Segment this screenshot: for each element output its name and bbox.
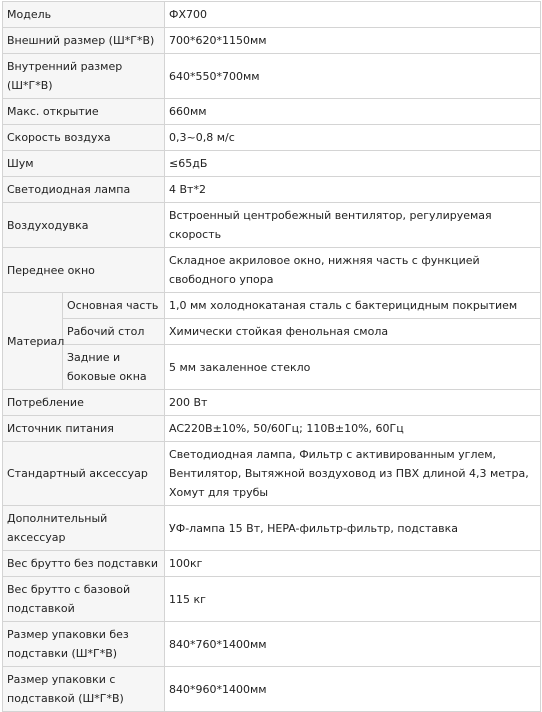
row-label: Скорость воздуха — [3, 125, 165, 151]
table-row — [3, 28, 541, 54]
row-value: 100кг — [165, 551, 541, 577]
material-sub-label: Рабочий стол — [63, 319, 165, 345]
table-row — [3, 390, 541, 416]
material-sub-value: Химически стойкая фенольная смола — [165, 319, 541, 345]
table-row — [3, 2, 541, 28]
row-value: 700*620*1150мм — [165, 28, 541, 54]
table-row — [3, 442, 541, 506]
row-label: Вес брутто с базовой подставкой — [3, 577, 165, 622]
row-value: 200 Вт — [165, 390, 541, 416]
material-sub-value: 5 мм закаленное стекло — [165, 345, 541, 390]
table-row — [3, 177, 541, 203]
row-value: УФ-лампа 15 Вт, HEPA-фильтр-фильтр, подставка — [165, 506, 541, 551]
row-label: Дополнительный аксессуар — [3, 506, 165, 551]
material-sub-value: 1,0 мм холоднокатаная сталь с бактерицидным покрытием — [165, 293, 541, 319]
row-value: 0,3~0,8 м/с — [165, 125, 541, 151]
row-label: Внешний размер (Ш*Г*В) — [3, 28, 165, 54]
row-label: Макс. открытие — [3, 99, 165, 125]
row-value: Светодиодная лампа, Фильтр с активированным углем, Вентилятор, Вытяжной воздуховод из ПВХ длиной 4,3 метра, Хомут для трубы — [165, 442, 541, 506]
table-row — [3, 125, 541, 151]
row-label: Модель — [3, 2, 165, 28]
material-sub-label: Основная часть — [63, 293, 165, 319]
material-sub-label: Задние и боковые окна — [63, 345, 165, 390]
row-label: Внутренний размер (Ш*Г*В) — [3, 54, 165, 99]
table-row — [3, 667, 541, 712]
material-label: Материал — [3, 293, 63, 390]
row-value: 640*550*700мм — [165, 54, 541, 99]
row-label: Светодиодная лампа — [3, 177, 165, 203]
spec-table — [2, 1, 541, 712]
row-value: Складное акриловое окно, нижняя часть с функцией свободного упора — [165, 248, 541, 293]
row-value: 840*960*1400мм — [165, 667, 541, 712]
table-row — [3, 99, 541, 125]
table-row — [3, 54, 541, 99]
table-row — [3, 622, 541, 667]
table-row — [3, 551, 541, 577]
row-label: Стандартный аксессуар — [3, 442, 165, 506]
row-value: 660мм — [165, 99, 541, 125]
row-value: 840*760*1400мм — [165, 622, 541, 667]
row-label: Переднее окно — [3, 248, 165, 293]
table-row — [3, 203, 541, 248]
row-value: 115 кг — [165, 577, 541, 622]
table-row-material — [3, 319, 541, 345]
table-row — [3, 248, 541, 293]
row-label: Источник питания — [3, 416, 165, 442]
row-label: Размер упаковки с подставкой (Ш*Г*В) — [3, 667, 165, 712]
row-value: AC220В±10%, 50/60Гц; 110В±10%, 60Гц — [165, 416, 541, 442]
table-row-material — [3, 345, 541, 390]
table-row — [3, 151, 541, 177]
row-label: Потребление — [3, 390, 165, 416]
table-row — [3, 416, 541, 442]
table-row — [3, 506, 541, 551]
table-row-material — [3, 293, 541, 319]
row-value: ФХ700 — [165, 2, 541, 28]
table-row — [3, 577, 541, 622]
row-value: 4 Вт*2 — [165, 177, 541, 203]
row-label: Размер упаковки без подставки (Ш*Г*В) — [3, 622, 165, 667]
row-label: Вес брутто без подставки — [3, 551, 165, 577]
row-label: Шум — [3, 151, 165, 177]
row-value: ≤65дБ — [165, 151, 541, 177]
row-value: Встроенный центробежный вентилятор, регулируемая скорость — [165, 203, 541, 248]
row-label: Воздуходувка — [3, 203, 165, 248]
